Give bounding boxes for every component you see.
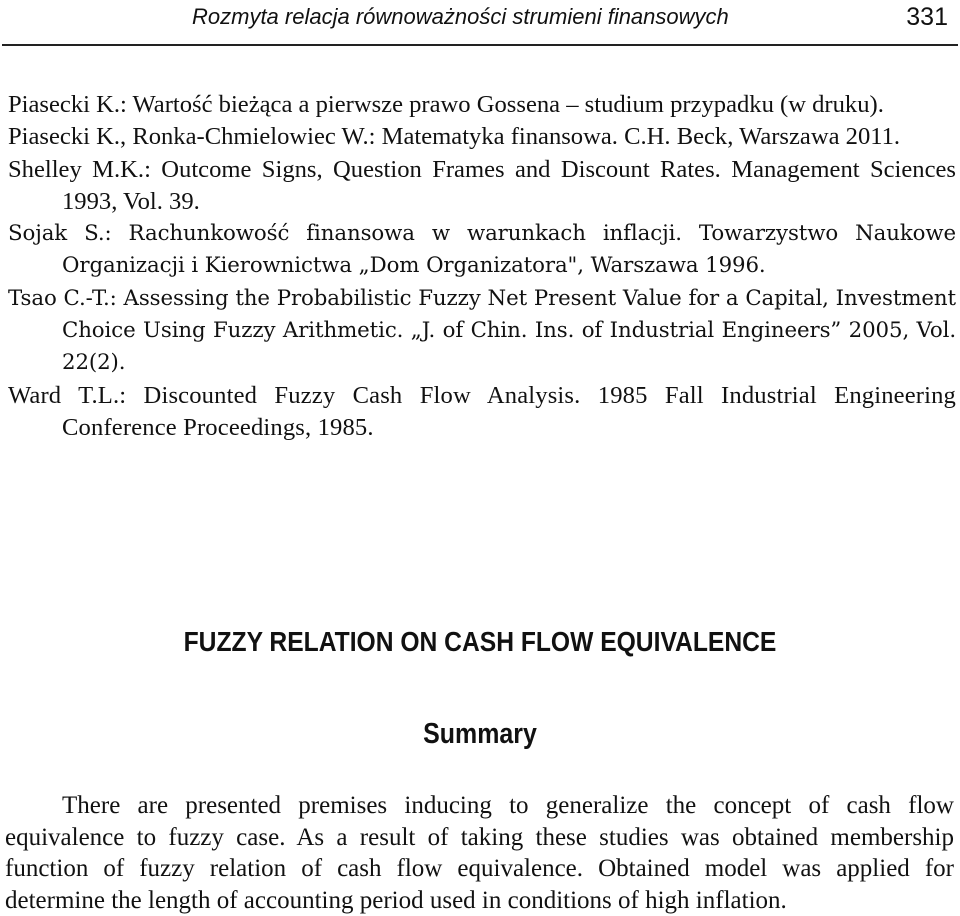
english-title: FUZZY RELATION ON CASH FLOW EQUIVALENCE	[183, 626, 777, 657]
page-number: 331	[906, 3, 948, 31]
summary-text: There are presented premises inducing to generalize the concept of cash flow equivalence to fuzzy case. As a result of taking these studies was obtained membership function of fuzzy relation of cash flow equivalence. Obtained model was applied for determine the length of accounting period used in conditions of high inflation.	[5, 792, 954, 914]
reference-item-piasecki-gossen: Piasecki K.: Wartość bieżąca a pierwsze prawo Gossena – studium przypadku (w druku).	[8, 91, 884, 118]
reference-item-shelley: Shelley M.K.: Outcome Signs, Question Frames and Discount Rates. Management Sciences 1993, Vol. 39.	[8, 155, 956, 215]
summary-heading: Summary	[423, 718, 537, 750]
running-header	[0, 0, 960, 44]
reference-item-tsao: Tsao C.-T.: Assessing the Probabilistic Fuzzy Net Present Value for a Capital, Investment Choice Using Fuzzy Arithmetic. „J. of Chin. Ins. of Industrial Engineers” 2005, Vol. 22(2).	[8, 285, 956, 376]
reference-item-piasecki-ronka: Piasecki K., Ronka-Chmielowiec W.: Matematyka finansowa. C.H. Beck, Warszawa 2011.	[8, 123, 901, 151]
reference-item-sojak: Sojak S.: Rachunkowość finansowa w warunkach inflacji. Towarzystwo Naukowe Organizacji i Kierownictwa „Dom Organizatora", Warszawa 1996.	[8, 221, 956, 279]
reference-item-ward: Ward T.L.: Discounted Fuzzy Cash Flow Analysis. 1985 Fall Industrial Engineering Conference Proceedings, 1985.	[8, 381, 956, 441]
header-divider	[2, 44, 958, 46]
running-title: Rozmyta relacja równoważności strumieni finansowych	[192, 4, 729, 29]
reference-list	[8, 89, 956, 444]
